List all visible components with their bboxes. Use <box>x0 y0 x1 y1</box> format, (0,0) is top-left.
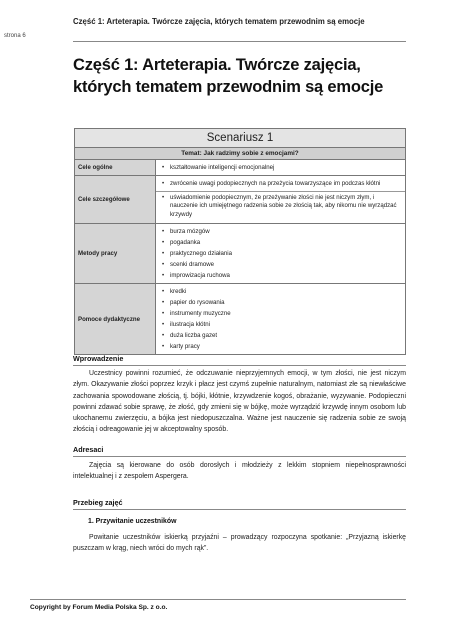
scenario-title: Scenariusz 1 <box>75 129 406 148</box>
row-label-cele-ogolne: Cele ogólne <box>75 160 156 176</box>
paragraph-step-1: Powitanie uczestników iskierką przyjaźni – prowadzący rozpoczyna spotkanie: „Przyjazną iskierkę puszczam w krąg, niech wróci do mych rąk”. <box>73 534 406 553</box>
section-divider <box>73 509 406 510</box>
list-item: • praktycznego działania <box>162 248 401 259</box>
row-content-cele-ogolne <box>156 160 406 176</box>
list-item: • karty pracy <box>162 341 401 352</box>
section-divider <box>73 456 406 457</box>
page-number: strona 6 <box>4 33 26 39</box>
page-title-line-1: Część 1: Arteterapia. Twórcze zajęcia, <box>73 56 361 74</box>
section-divider <box>73 365 406 366</box>
list-item: • duża liczba gazet <box>162 330 401 341</box>
heading-wprowadzenie: Wprowadzenie <box>73 354 124 363</box>
list-item: • improwizacja ruchowa <box>162 270 401 281</box>
list-item: • zwrócenie uwagi podopiecznych na przeżycia towarzyszące im podczas kłótni <box>162 180 401 189</box>
row-content-cele-szczegolowe <box>156 176 406 224</box>
heading-adresaci: Adresaci <box>73 445 104 454</box>
running-header: Część 1: Arteterapia. Twórcze zajęcia, których tematem przewodnim są emocje <box>73 17 365 26</box>
scenario-topic: Temat: Jak radzimy sobie z emocjami? <box>75 148 406 160</box>
page-title <box>73 54 403 98</box>
list-item: • burza mózgów <box>162 226 401 237</box>
footer-divider <box>30 599 406 600</box>
list-item: • ilustracja kłótni <box>162 319 401 330</box>
page-title-line-2: których tematem przewodnim są emocje <box>73 78 384 96</box>
list-item: • kredki <box>162 286 401 297</box>
row-label-pomoce-dydaktyczne: Pomoce dydaktyczne <box>75 284 156 355</box>
copyright-footer: Copyright by Forum Media Polska Sp. z o.o. <box>30 604 168 611</box>
list-item: • kształtowanie inteligencji emocjonalnej <box>162 162 401 173</box>
row-content-metody-pracy <box>156 224 406 284</box>
item-divider <box>156 191 405 192</box>
header-divider <box>73 41 406 42</box>
row-content-pomoce-dydaktyczne <box>156 284 406 355</box>
list-item: • uświadomienie podopiecznym, że przeżywanie złości nie jest niczym złym, i nauczenie ich umiejętnego radzenia sobie ze złością tak, aby nikomu nie wyrządzać krzywdy <box>162 194 401 220</box>
paragraph-adresaci: Zajęcia są kierowane do osób dorosłych i młodzieży z lekkim stopniem niepełnosprawności intelektualnej i z zespołem Aspergera. <box>73 462 406 481</box>
paragraph-wprowadzenie: Uczestnicy powinni rozumieć, że odczuwanie nieprzyjemnych emocji, w tym złości, nie jest niczym złym. Okazywanie złości poprzez krzyk i płacz jest czymś zupełnie naturalnym, natomiast złe są niewłaściwe zachowania spowodowane złością, tj. bójki, kłótnie, krzywdzenie kogoś, obrażanie, wyzywanie. Podopieczni powinni zdawać sobie sprawę, że złość, gdy zmieni się w bójkę, może wyrządzić krzywdę innym osobom lub ukochanemu zwierzęciu, a bójka jest niedopuszczalna. Ważne jest nauczenie się radzenia sobie ze swoją złością i odreagowanie jej w akceptowalny sposób. <box>73 370 406 434</box>
heading-przebieg-zajec: Przebieg zajęć <box>73 498 123 507</box>
row-label-metody-pracy: Metody pracy <box>75 224 156 284</box>
step-1-heading: 1. Przywitanie uczestników <box>88 518 177 525</box>
list-item: • instrumenty muzyczne <box>162 308 401 319</box>
list-item: • scenki dramowe <box>162 259 401 270</box>
list-item: • pogadanka <box>162 237 401 248</box>
row-label-cele-szczegolowe: Cele szczegółowe <box>75 176 156 224</box>
scenario-table <box>74 128 406 355</box>
list-item: • papier do rysowania <box>162 297 401 308</box>
